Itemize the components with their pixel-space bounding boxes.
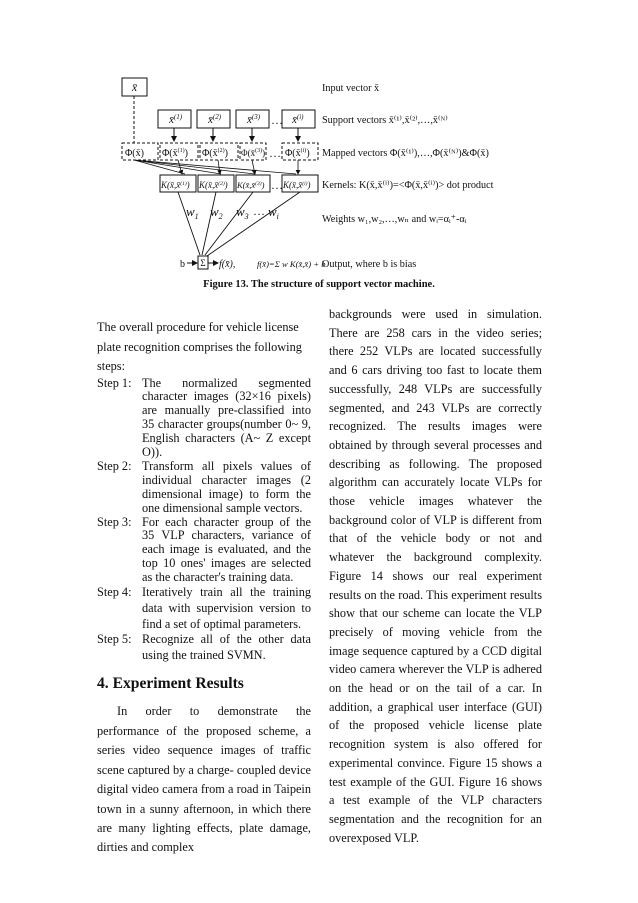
step-4: Step 4: Iteratively train all the training data with supervision version to find a set of optimal parameters. xyxy=(97,585,311,631)
output-formula: f(x̄)=Σ w K(x̄,x̄) + b xyxy=(257,259,326,269)
svg-text:x̄(i): x̄$^{(i)}$ xyxy=(292,113,304,126)
kernel-row xyxy=(160,175,318,192)
section-title: 4. Experiment Results xyxy=(97,675,244,693)
svg-text:K(x̄,x̄(2)): K(x̄,x̄$^{(2)}$) xyxy=(199,180,228,190)
mapped-phi-2: Φ(x̄ xyxy=(202,148,218,159)
support-ellipsis: … xyxy=(271,113,283,127)
svg-text:Σ: Σ xyxy=(200,258,206,268)
svg-text:x̄(3): x̄$^{(3)}$ xyxy=(247,113,261,126)
svg-text:w3: $w_3$ xyxy=(236,204,249,221)
svg-text:x̄(2): x̄$^{(2)}$ xyxy=(208,113,222,126)
step-1: Step 1: The normalized segmented character images (32×16 pixels) are manually pre-classified into 35 character groups(number 0~ 9, English characters (A~ Z except O)). xyxy=(97,375,311,460)
weight-3: w xyxy=(236,204,245,219)
label-mapped: Mapped vectors Φ(x̄⁽¹⁾),…,Φ(x̄⁽ᴺ⁾)&Φ(x̄) xyxy=(322,148,489,159)
label-input: Input vector x̄ xyxy=(322,83,380,94)
label-kernels: Kernels: K(x̄,x̄⁽ⁱ⁾)=<Φ(x̄,x̄⁽ⁱ⁾)> dot product xyxy=(322,180,494,191)
weights-ellipsis: … xyxy=(253,204,265,218)
figure-labels xyxy=(322,83,494,270)
procedure-intro: The overall procedure for vehicle license plate recognition comprises the following steps: xyxy=(97,320,302,373)
svg-text:wi: $w_i$ xyxy=(268,204,279,221)
input-vector-symbol: x̄ xyxy=(131,80,138,94)
experiment-paragraph: In order to demonstrate the performance of the proposed scheme, a series video sequence images of traffic scene captured by a charge- coupled device digital video camera from a road in Taipein town in a sunny afternoon, in which there are many lighting effects, plate damage, dirties and complex xyxy=(97,704,311,855)
kernel-3: K(x̄,x̄ xyxy=(237,180,256,190)
left-column xyxy=(97,318,311,858)
support-vector-3: x̄ xyxy=(247,114,252,126)
kernel-ellipsis: … xyxy=(271,178,283,192)
svg-text:K(x̄,x̄(1)): K(x̄,x̄$^{(1)}$) xyxy=(161,180,190,190)
step-2: Step 2: Transform all pixels values of individual character images (2 dimensional image) to form the one dimensional sample vectors. xyxy=(97,458,311,515)
svg-text:Φ(x̄(1)): Φ(x̄$^{(1)}$) xyxy=(162,148,188,159)
weight-2: w xyxy=(210,204,219,219)
svg-text:Φ(x̄(3)): Φ(x̄$^{(3)}$) xyxy=(241,148,266,158)
support-vector-1: x̄ xyxy=(169,114,174,126)
svg-text:x̄(1): x̄$^{(1)}$ xyxy=(169,113,183,126)
bias-symbol: b xyxy=(180,259,185,270)
kernel-i: K(x̄,x̄ xyxy=(283,180,303,190)
label-output: Output, where b is bias xyxy=(322,259,417,270)
svg-text:K(x̄,x̄(i)): K(x̄,x̄$^{(i)}$) xyxy=(283,180,311,190)
mapped-phi-1: Φ(x̄ xyxy=(162,148,178,159)
svg-text:Φ(x̄(i)): Φ(x̄$^{(i)}$) xyxy=(285,148,310,159)
output-fx: f(x̄), xyxy=(219,259,236,270)
support-vector-i: x̄ xyxy=(292,114,297,126)
weight-1: w xyxy=(186,204,195,219)
kernel-2: K(x̄,x̄ xyxy=(199,180,219,190)
mapped-phi-x: Φ(x̄) xyxy=(125,148,144,159)
kernel-1: K(x̄,x̄ xyxy=(161,180,181,190)
svg-text:w2: $w_2$ xyxy=(210,204,223,221)
weight-i: w xyxy=(268,204,277,219)
label-weights: Weights w₁,w₂,…,wₙ and wᵢ=αᵢ⁺-αᵢ xyxy=(322,214,467,225)
svg-text:w1: $w_1$ xyxy=(186,204,199,221)
mapped-vector-row xyxy=(122,143,318,160)
mapped-ellipsis: … xyxy=(269,146,281,160)
results-paragraph: backgrounds were used in simulation. There are 258 cars in the video series; there 252 VLPs are located successfully and 6 cars driving too fast to locate them successfully, 248 VLPs are successfully segmented, and 243 VLPs are correctly recognized. The results images were obtained by through several processes and describing as following. The proposed algorithm can accurately locate VLPs for those vehicle images whatever the background color of VLP is different from that of the vehicle body or not and whatever the background complexity. Figure 14 shows our real experiment results on the road. This experiment results show that our scheme can locate the VLP precisely of moving vehicle from the image sequence captured by a CCD digital video camera wherever the VLP is adhered on the head or on the tail of a car. In addition, a graphical user interface (GUI) of the proposed vehicle license plate recognition system is also offered for experimental convince. Figure 15 shows a test example of the GUI. Figure 16 shows a test example of the VLP characters segmentation and the recognition for an overexposed VLP. xyxy=(329,307,542,845)
step-5: Step 5: Recognize all of the other data using the trained SVMN. xyxy=(97,632,311,663)
mapped-phi-3: Φ(x̄ xyxy=(241,148,256,158)
right-column xyxy=(329,305,542,847)
figure-caption: Figure 13. The structure of support vector machine. xyxy=(203,279,435,290)
support-vector-row xyxy=(158,110,315,128)
svg-text:K(x̄,x̄(3)): K(x̄,x̄$^{(3)}$) xyxy=(237,180,265,190)
label-support: Support vectors x̄⁽¹⁾,x̄⁽²⁾,…,x̄⁽ᴺ⁾ xyxy=(322,115,448,126)
step-3: Step 3: For each character group of the 35 VLP characters, variance of each image is evaluated, and the top 10 ones' images are selected as the character's training data. xyxy=(97,514,311,585)
svg-text:Φ(x̄(2)): Φ(x̄$^{(2)}$) xyxy=(202,148,228,159)
support-vector-2: x̄ xyxy=(208,114,213,126)
svm-structure-figure xyxy=(0,0,638,280)
mapped-phi-i: Φ(x̄ xyxy=(285,148,301,159)
